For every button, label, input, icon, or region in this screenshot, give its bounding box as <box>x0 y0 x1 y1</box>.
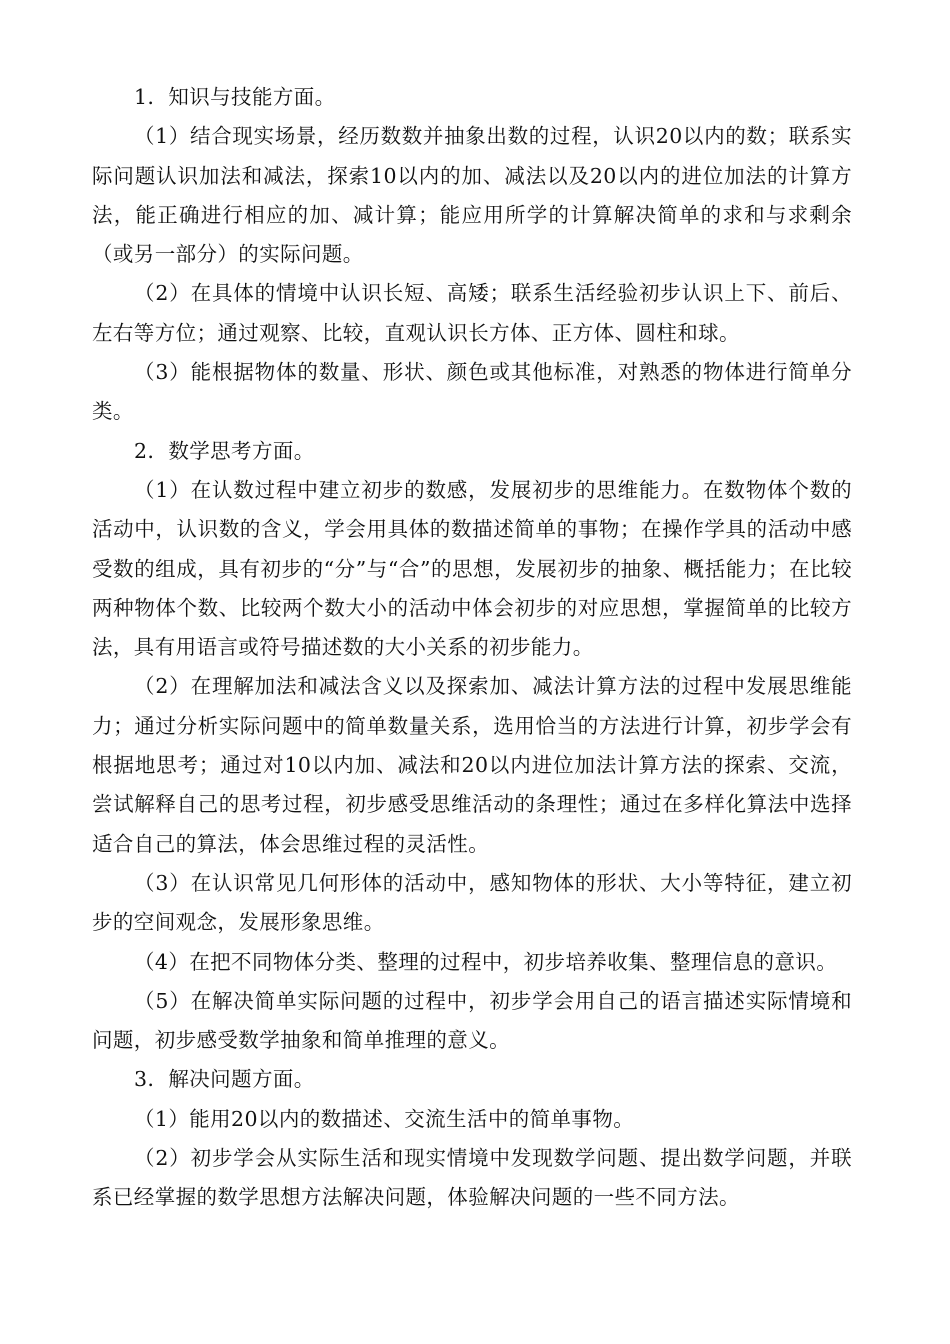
knowledge-item-1: （1）结合现实场景，经历数数并抽象出数的过程，认识20以内的数；联系实际问题认识加法和减法，探索10以内的加、减法以及20以内的进位加法的计算方法，能正确进行相应的加、减计算；能应用所学的计算解决简单的求和与求剩余（或另一部分）的实际问题。 <box>92 124 852 267</box>
section-heading-thinking: 2．数学思考方面。 <box>134 438 315 463</box>
section-heading-knowledge: 1．知识与技能方面。 <box>134 85 336 109</box>
thinking-item-5: （5）在解决简单实际问题的过程中，初步学会用自己的语言描述实际情境和问题，初步感受数学抽象和简单推理的意义。 <box>92 988 852 1053</box>
thinking-item-1: （1）在认数过程中建立初步的数感，发展初步的思维能力。在数物体个数的活动中，认识数的含义，学会用具体的数描述简单的事物；在操作学具的活动中感受数的组成，具有初步的“分”与“合”的思想，发展初步的抽象、概括能力；在比较两种物体个数、比较两个数大小的活动中体会初步的对应思想，掌握简单的比较方法，具有用语言或符号描述数的大小关系的初步能力。 <box>92 477 852 660</box>
section-heading-problem-solving: 3．解决问题方面。 <box>134 1067 315 1092</box>
knowledge-item-3: （3）能根据物体的数量、形状、颜色或其他标准，对熟悉的物体进行简单分类。 <box>92 360 852 424</box>
problem-solving-item-1: （1）能用20以内的数描述、交流生活中的简单事物。 <box>134 1106 635 1131</box>
problem-solving-item-2: （2）初步学会从实际生活和现实情境中发现数学问题、提出数学问题，并联系已经掌握的数学思想方法解决问题，体验解决问题的一些不同方法。 <box>92 1146 852 1210</box>
knowledge-item-2: （2）在具体的情境中认识长短、高矮；联系生活经验初步认识上下、前后、左右等方位；通过观察、比较，直观认识长方体、正方体、圆柱和球。 <box>92 281 852 345</box>
thinking-item-3: （3）在认识常见几何形体的活动中，感知物体的形状、大小等特征，建立初步的空间观念，发展形象思维。 <box>92 870 852 935</box>
thinking-item-4: （4）在把不同物体分类、整理的过程中，初步培养收集、整理信息的意识。 <box>134 949 838 974</box>
thinking-item-2: （2）在理解加法和减法含义以及探索加、减法计算方法的过程中发展思维能力；通过分析实际问题中的简单数量关系，选用恰当的方法进行计算，初步学会有根据地思考；通过对10以内加、减法和20以内进位加法计算方法的探索、交流，尝试解释自己的思考过程，初步感受思维活动的条理性；通过在多样化算法中选择适合自己的算法，体会思维过程的灵活性。 <box>92 674 852 856</box>
